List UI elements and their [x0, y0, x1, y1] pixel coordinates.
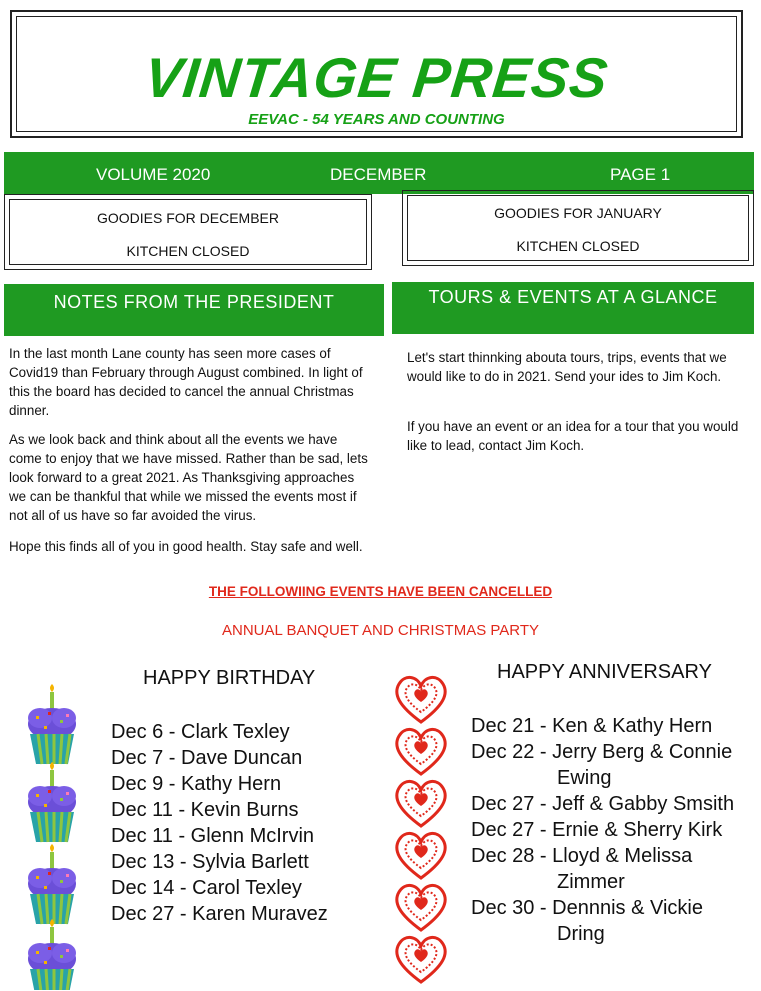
month-label: DECEMBER: [330, 165, 427, 184]
goodies-december-inner: [9, 199, 367, 265]
anniversary-item: [471, 843, 759, 869]
page-label: PAGE 1: [610, 165, 671, 184]
goodies-january-inner: [407, 195, 749, 261]
goodies-january-title: GOODIES FOR JANUARY: [494, 205, 662, 221]
tours-header: [392, 282, 754, 334]
anniversary-continuation: Zimmer: [557, 871, 625, 893]
birthday-list: [111, 719, 328, 927]
anniversary-date: Dec 22 -: [471, 741, 553, 763]
anniversary-continuation: Ewing: [557, 767, 612, 789]
heart-icon: [397, 833, 445, 878]
birthday-item: Dec 7 - Dave Duncan: [111, 747, 303, 769]
anniversary-names: Dennnis & Vickie: [552, 897, 703, 919]
lace-hearts-column: [393, 672, 449, 990]
anniversary-names: Jerry Berg & Connie: [552, 741, 733, 763]
birthday-item: Dec 11 - Kevin Burns: [111, 799, 299, 821]
anniversary-item: [471, 739, 759, 765]
anniversary-item: [471, 791, 759, 817]
anniversary-date: Dec 30 -: [471, 897, 553, 919]
anniversary-names: Ernie & Sherry Kirk: [552, 819, 723, 841]
anniversary-names: Ken & Kathy Hern: [552, 715, 713, 737]
masthead: [10, 10, 743, 138]
anniversary-list: [471, 713, 759, 947]
president-header: [4, 284, 384, 336]
birthday-heading: HAPPY BIRTHDAY: [143, 667, 316, 689]
tours-paragraph-2: If you have an event or an idea for a tour that you would like to lead, contact Jim Koch.: [407, 419, 739, 453]
cupcake-icon: [28, 919, 76, 990]
goodies-january-box: [402, 190, 754, 266]
president-paragraph-3: Hope this finds all of you in good health. Stay safe and well.: [9, 539, 363, 554]
anniversary-heading: HAPPY ANNIVERSARY: [497, 661, 712, 683]
tours-paragraph-1: Let's start thinnking abouta tours, trips, events that we would like to do in 2021. Send your ides to Jim Koch.: [407, 350, 727, 384]
heart-icon: [397, 729, 445, 774]
cupcake-icon: [28, 762, 76, 842]
cancelled-heading: THE FOLLOWIING EVENTS HAVE BEEN CANCELLED: [208, 584, 553, 599]
president-paragraph-2: As we look back and think about all the events we have come to enjoy that we have missed. Rather than be sad, lets look forward to a great 2021. As Thanksgiving approaches we can be thankful that while we missed the events most if not all of us have so far avoided the virus.: [9, 432, 368, 523]
birthday-item: Dec 13 - Sylvia Barlett: [111, 851, 309, 873]
anniversary-names: Lloyd & Melissa: [552, 845, 693, 867]
masthead-inner-border: [16, 16, 737, 132]
tours-heading: TOURS & EVENTS AT A GLANCE: [428, 287, 718, 307]
volume-label: VOLUME 2020: [96, 165, 211, 184]
anniversary-item: [471, 817, 759, 843]
volume-bar: [4, 152, 754, 194]
newsletter-title: VINTAGE PRESS: [141, 46, 612, 109]
anniversary-date: Dec 21 -: [471, 715, 553, 737]
anniversary-item: [471, 713, 759, 739]
president-heading: NOTES FROM THE PRESIDENT: [53, 292, 335, 312]
president-paragraph-1: In the last month Lane county has seen more cases of Covid19 than February through August combined. In light of this the board has decided to cancel the annual Christmas dinner.: [9, 346, 363, 418]
heart-icon: [397, 937, 445, 982]
anniversary-date: Dec 27 -: [471, 793, 553, 815]
birthday-cupcakes: [20, 680, 100, 990]
anniversary-names: Jeff & Gabby Smsith: [552, 793, 735, 815]
heart-icon: [397, 885, 445, 930]
goodies-december-title: GOODIES FOR DECEMBER: [96, 210, 280, 226]
goodies-december-box: [4, 194, 372, 270]
anniversary-date: Dec 27 -: [471, 819, 553, 841]
birthday-item: Dec 11 - Glenn McIrvin: [111, 825, 315, 847]
anniversary-item: [471, 895, 759, 921]
cupcake-icon: [28, 844, 76, 924]
heart-icon: [397, 781, 445, 826]
anniversary-date: Dec 28 -: [471, 845, 553, 867]
goodies-december-status: KITCHEN CLOSED: [126, 243, 250, 259]
newsletter-subtitle: EEVAC - 54 YEARS AND COUNTING: [248, 111, 505, 128]
cupcake-icon: [28, 684, 76, 764]
anniversary-continuation: Dring: [557, 923, 605, 945]
birthday-item: Dec 14 - Carol Texley: [111, 877, 302, 899]
goodies-january-status: KITCHEN CLOSED: [516, 238, 640, 254]
birthday-item: Dec 6 - Clark Texley: [111, 721, 290, 743]
birthday-item: Dec 9 - Kathy Hern: [111, 773, 282, 795]
birthday-item: Dec 27 - Karen Muravez: [111, 903, 328, 925]
cancelled-item: ANNUAL BANQUET AND CHRISTMAS PARTY: [221, 622, 539, 639]
heart-icon: [397, 677, 445, 722]
